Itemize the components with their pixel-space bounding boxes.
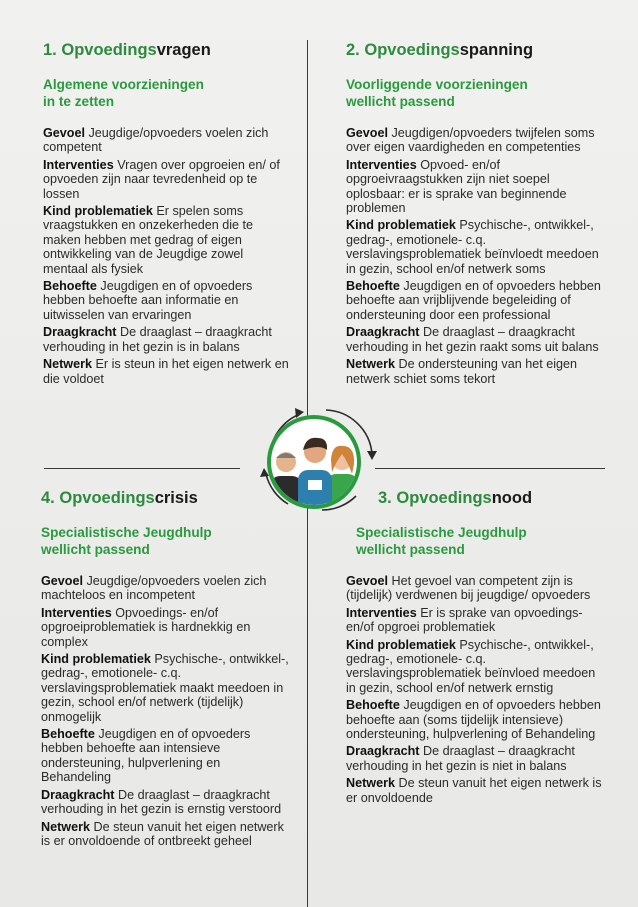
- criterion-label: Netwerk: [43, 357, 92, 372]
- criterion-text: Psychische-, ontwikkel-, gedrag-, emotionele- c.q. verslavingsproblematiek beïnvloedt meedoen in gezin, school en/of netwerk soms: [346, 218, 599, 276]
- quadrant-opvoedingsnood: [346, 488, 608, 808]
- criterion-label: Gevoel: [41, 574, 83, 588]
- criterion-label: Interventies: [346, 157, 417, 172]
- criterion-label: Behoefte: [346, 698, 400, 713]
- criteria-list: [43, 126, 291, 386]
- cycle-arrows-icon: [248, 404, 378, 514]
- criterion-text: Jeugdigen en of opvoeders hebben behoefte aan informatie en uitwisselen van ervaringen: [43, 279, 253, 322]
- criterion-text: Er spelen soms vraagstukken en onzekerheden die te maken hebben met gedrag of eigen ontwikkeling van de Jeugdige zowel mentaal als fysiek: [43, 204, 254, 276]
- criterion-label: Behoefte: [43, 279, 97, 294]
- horizontal-divider-left: [44, 468, 240, 469]
- criterion-behoefte: [346, 698, 608, 741]
- criterion-label: Behoefte: [41, 727, 95, 742]
- quadrant-opvoedingsvragen: [43, 40, 291, 389]
- criterion-text: Jeugdigen en of opvoeders hebben behoefte aan vrijblijvende begeleiding of ondersteuning door een professional: [346, 279, 601, 322]
- criterion-label: Gevoel: [43, 126, 85, 140]
- criterion-label: Kind problematiek: [43, 204, 153, 219]
- quadrant-opvoedingsspanning: [346, 40, 604, 389]
- criterion-label: Gevoel: [346, 126, 388, 140]
- criterion-text: Opvoedings- en/of opgroeiproblematiek is hardnekkig en complex: [41, 605, 251, 649]
- criterion-text: De draaglast – draagkracht verhouding in het gezin is in balans: [43, 325, 272, 354]
- criterion-gevoel: [43, 126, 291, 155]
- criterion-netwerk: [41, 820, 291, 849]
- criterion-text: Jeugdige/opvoeders voelen zich competent: [43, 126, 269, 155]
- criterion-kind-problematiek: [43, 204, 291, 276]
- criterion-text: De ondersteuning van het eigen netwerk schiet soms tekort: [346, 357, 578, 386]
- quadrant-opvoedingscrisis: [41, 488, 291, 851]
- criterion-label: Gevoel: [346, 574, 388, 588]
- criteria-list: [346, 126, 604, 386]
- family-illustration-icon: [248, 404, 378, 514]
- criterion-interventies: [346, 606, 608, 635]
- criterion-behoefte: [43, 279, 291, 322]
- criterion-label: Interventies: [43, 157, 114, 172]
- criterion-text: Jeugdige/opvoeders voelen zich machteloos en incompetent: [41, 574, 267, 603]
- criterion-label: Kind problematiek: [346, 218, 456, 233]
- criterion-label: Kind problematiek: [41, 652, 151, 667]
- criterion-text: Jeugdigen/opvoeders twijfelen soms over eigen vaardigheden en competenties: [346, 126, 595, 155]
- criterion-label: Draagkracht: [346, 744, 420, 759]
- criterion-interventies: [41, 606, 291, 649]
- criterion-interventies: [43, 158, 291, 201]
- criterion-text: Er is sprake van opvoedings- en/of opgroei problematiek: [346, 605, 583, 635]
- criterion-text: Er is steun in het eigen netwerk en die voldoet: [43, 357, 289, 386]
- criterion-behoefte: [346, 279, 604, 322]
- quadrant-title: 2. Opvoedingsspanning: [346, 41, 534, 59]
- criterion-label: Behoefte: [346, 279, 400, 294]
- criteria-list: [41, 574, 291, 848]
- quadrant-subtitle: Specialistische Jeugdhulp wellicht passend: [356, 525, 527, 557]
- criterion-draagkracht: [41, 788, 291, 817]
- criterion-label: Netwerk: [346, 776, 395, 791]
- criterion-label: Draagkracht: [41, 787, 115, 802]
- criterion-gevoel: [346, 574, 608, 603]
- criterion-behoefte: [41, 727, 291, 785]
- criterion-netwerk: [346, 776, 608, 805]
- criterion-text: De draaglast – draagkracht verhouding in het gezin is ernstig verstoord: [41, 787, 282, 817]
- criterion-label: Draagkracht: [346, 325, 420, 340]
- criterion-kind-problematiek: [41, 652, 291, 724]
- criterion-label: Netwerk: [346, 357, 395, 372]
- criterion-text: Jeugdigen en of opvoeders hebben behoefte aan intensieve ondersteuning, hulpverlening en Behandeling: [41, 727, 251, 785]
- criterion-gevoel: [346, 126, 604, 155]
- quadrant-subtitle: Specialistische Jeugdhulp wellicht passend: [41, 525, 212, 557]
- criterion-netwerk: [346, 357, 604, 386]
- criterion-kind-problematiek: [346, 218, 604, 276]
- criterion-kind-problematiek: [346, 638, 608, 696]
- quadrant-subtitle: Algemene voorzieningen in te zetten: [43, 77, 204, 109]
- criterion-label: Kind problematiek: [346, 637, 456, 652]
- criterion-label: Netwerk: [41, 819, 90, 834]
- criterion-draagkracht: [346, 325, 604, 354]
- criterion-text: Het gevoel van competent zijn is (tijdelijk) verdwenen bij jeugdige/ opvoeders: [346, 574, 591, 603]
- criterion-label: Draagkracht: [43, 325, 117, 340]
- quadrant-subtitle: Voorliggende voorzieningen wellicht passend: [346, 77, 528, 109]
- criterion-draagkracht: [346, 744, 608, 773]
- criterion-text: Psychische-, ontwikkel-, gedrag-, emotionele- c.q. verslavingsproblematiek maakt meedoen in gezin, school en/of netwerk (tijdelijk) onmogelijk: [41, 652, 289, 724]
- criterion-text: De draaglast – draagkracht verhouding in het gezin raakt soms uit balans: [346, 325, 599, 354]
- criterion-interventies: [346, 158, 604, 216]
- criterion-label: Interventies: [346, 605, 417, 620]
- criterion-text: Vragen over opgroeien en/ of opvoeden zijn naar tevredenheid op te lossen: [43, 157, 280, 201]
- criterion-text: De steun vanuit het eigen netwerk is er onvoldoende of ontbreekt geheel: [41, 819, 284, 848]
- criterion-text: Jeugdigen en of opvoeders hebben behoefte aan (soms tijdelijk intensieve) ondersteuning, hulpverlening of Behandeling: [346, 698, 601, 742]
- criteria-list: [346, 574, 608, 805]
- horizontal-divider-right: [375, 468, 605, 469]
- criterion-draagkracht: [43, 325, 291, 354]
- quadrant-title: 1. Opvoedingsvragen: [43, 41, 211, 59]
- criterion-text: Psychische-, ontwikkel-, gedrag-, emotionele- c.q. verslavingsproblematiek beïnvloed meedoen in gezin, school en/of netwerk ernstig: [346, 637, 596, 695]
- criterion-netwerk: [43, 357, 291, 386]
- criterion-text: De draaglast – draagkracht verhouding in het gezin is niet in balans: [346, 744, 575, 773]
- criterion-text: Opvoed- en/of opgroeivraagstukken zijn niet soepel oplosbaar: er is sprake van beginnende problemen: [346, 157, 567, 216]
- quadrant-title: 4. Opvoedingscrisis: [41, 489, 198, 507]
- criterion-label: Interventies: [41, 605, 112, 620]
- criterion-text: De steun vanuit het eigen netwerk is er onvoldoende: [346, 776, 602, 805]
- criterion-gevoel: [41, 574, 291, 603]
- quadrant-title: 3. Opvoedingsnood: [378, 489, 533, 507]
